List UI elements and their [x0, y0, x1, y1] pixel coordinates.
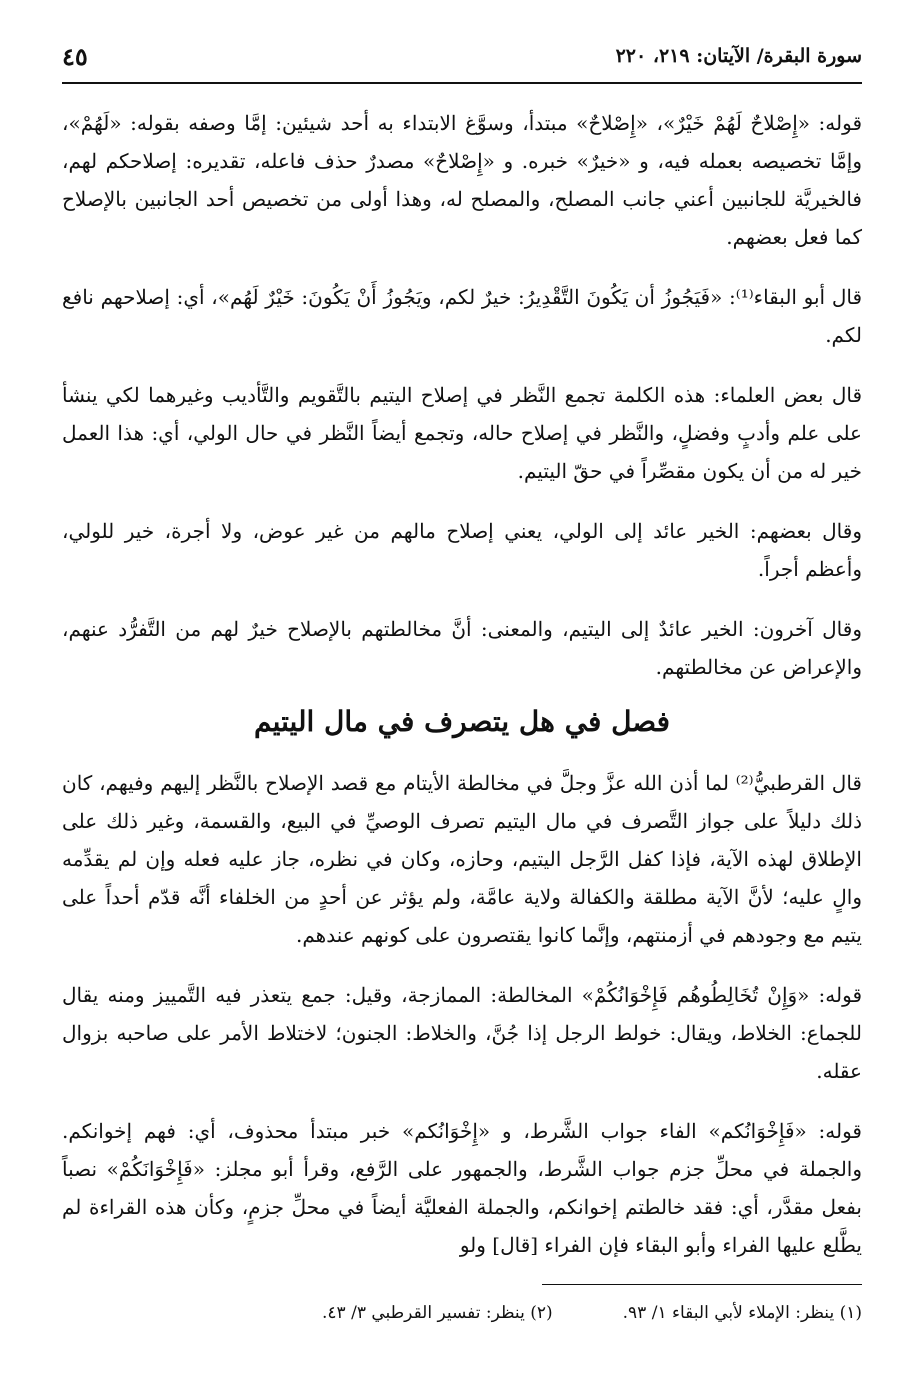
paragraph: قوله: «إِصْلاحٌ لَهُمْ خَيْرٌ»، «إِصْلاحٌ» مبتدأ، وسوَّغ الابتداء به أحد شيئين: إمَّا وصفه بقوله: «لَهُمْ»، وإمَّا تخصيصه بعمله فيه، و «خيرٌ» خبره. و «إِصْلاحٌ» مصدرٌ حذف فاعله، تقديره: إصلاحكم لهم، فالخيريَّة للجانبين أعني جانب المصلح، والمصلح له، وهذا أولى من تخصيص أحد الجانبين بالإصلاح كما فعل بعضهم.: [62, 111, 862, 249]
section-heading: فصل في هل يتصرف في مال اليتيم: [254, 705, 670, 738]
running-header: [62, 28, 862, 84]
paragraph: قال القرطبيُّ⁽²⁾ لما أذن الله عزَّ وجلَّ في مخالطة الأيتام مع قصد الإصلاح بالنَّظر إليهم وفيهم، كان ذلك دليلاً على جواز التَّصرف في مال اليتيم تصرف الوصيِّ في البيع، والقسمة، وغير ذلك على الإطلاق لهذه الآية، فإذا كفل الرَّجل اليتيم، وحازه، وكان في نظره، جاز عليه فعله وإن لم يقدِّمه والٍ عليه؛ لأنَّ الآية مطلقة والكفالة ولاية عامَّة، ولم يؤثر عن أحدٍ من الخلفاء أنَّه قدّم أحداً على يتيم مع وجودهم في أزمنتهم، وإنَّما كانوا يقتصرون على كونهم عندهم.: [62, 771, 862, 947]
main-text: [62, 94, 862, 1264]
footnotes: [62, 1299, 862, 1327]
paragraph: قوله: «فَإِخْوَانُكم» الفاء جواب الشَّرط، و «إِخْوَانُكم» خبر مبتدأ محذوف، أي: فهم إخوانكم. والجملة في محلِّ جزم جواب الشَّرط، والجمهور على الرَّفع، وقرأ أبو مجلز: «فَإِخْوَانَكُمْ» نصباً بفعل مقدَّر، أي: فقد خالطتم إخوانكم، والجملة الفعليَّة أيضاً في محلِّ جزمٍ، وكأن هذه القراءة لم يطَّلع عليها الفراء وأبو البقاء فإن الفراء [قال] ولو: [62, 1119, 862, 1257]
page-number: ٤٥: [62, 41, 88, 71]
running-header-title: سورة البقرة/ الآيتان: ٢١٩، ٢٢٠: [615, 45, 862, 67]
paragraph: وقال بعضهم: الخير عائد إلى الولي، يعني إصلاح مالهم من غير عوض، ولا أجرة، خير للولي، وأعظم أجراً.: [62, 519, 862, 581]
paragraph: قال بعض العلماء: هذه الكلمة تجمع النَّظر في إصلاح اليتيم بالتَّقويم والتَّأديب وغيرهما لكي ينشأ على علم وأدبٍ وفضلٍ، والنَّظر في إصلاح حاله، وتجمع أيضاً النَّظر في حال الولي، أي: هذا العمل خير له من أن يكون مقصِّراً في حقّ اليتيم.: [62, 383, 862, 483]
footnote-1: (١) ينظر: الإملاء لأبي البقاء ١/ ٩٣.: [622, 1303, 862, 1323]
paragraph: قوله: «وَإِنْ تُخَالِطُوهُم فَإِخْوَانُكُمْ» المخالطة: الممازجة، وقيل: جمع يتعذر فيه التَّمييز ومنه يقال للجماع: الخلاط، ويقال: خولط الرجل إذا جُنَّ، والخلاط: الجنون؛ لاختلاط الأمر على صاحبه بزوال عقله.: [62, 983, 862, 1083]
footnote-rule: [542, 1284, 862, 1285]
book-page: [62, 28, 862, 1348]
paragraph: وقال آخرون: الخير عائدٌ إلى اليتيم، والمعنى: أنَّ مخالطتهم بالإصلاح خيرٌ لهم من التَّفرُّد عنهم، والإعراض عن مخالطتهم.: [62, 617, 862, 679]
footnote-2: (٢) ينظر: تفسير القرطبي ٣/ ٤٣.: [322, 1303, 553, 1323]
paragraph: قال أبو البقاء⁽¹⁾: «فَيَجُوزُ أن يَكُونَ التَّقْدِيرُ: خيرٌ لكم، ويَجُوزُ أَنْ يَكُونَ: خَيْرٌ لَهُم»، أي: إصلاحهم نافع لكم.: [62, 285, 863, 347]
header-rule: [62, 82, 862, 84]
